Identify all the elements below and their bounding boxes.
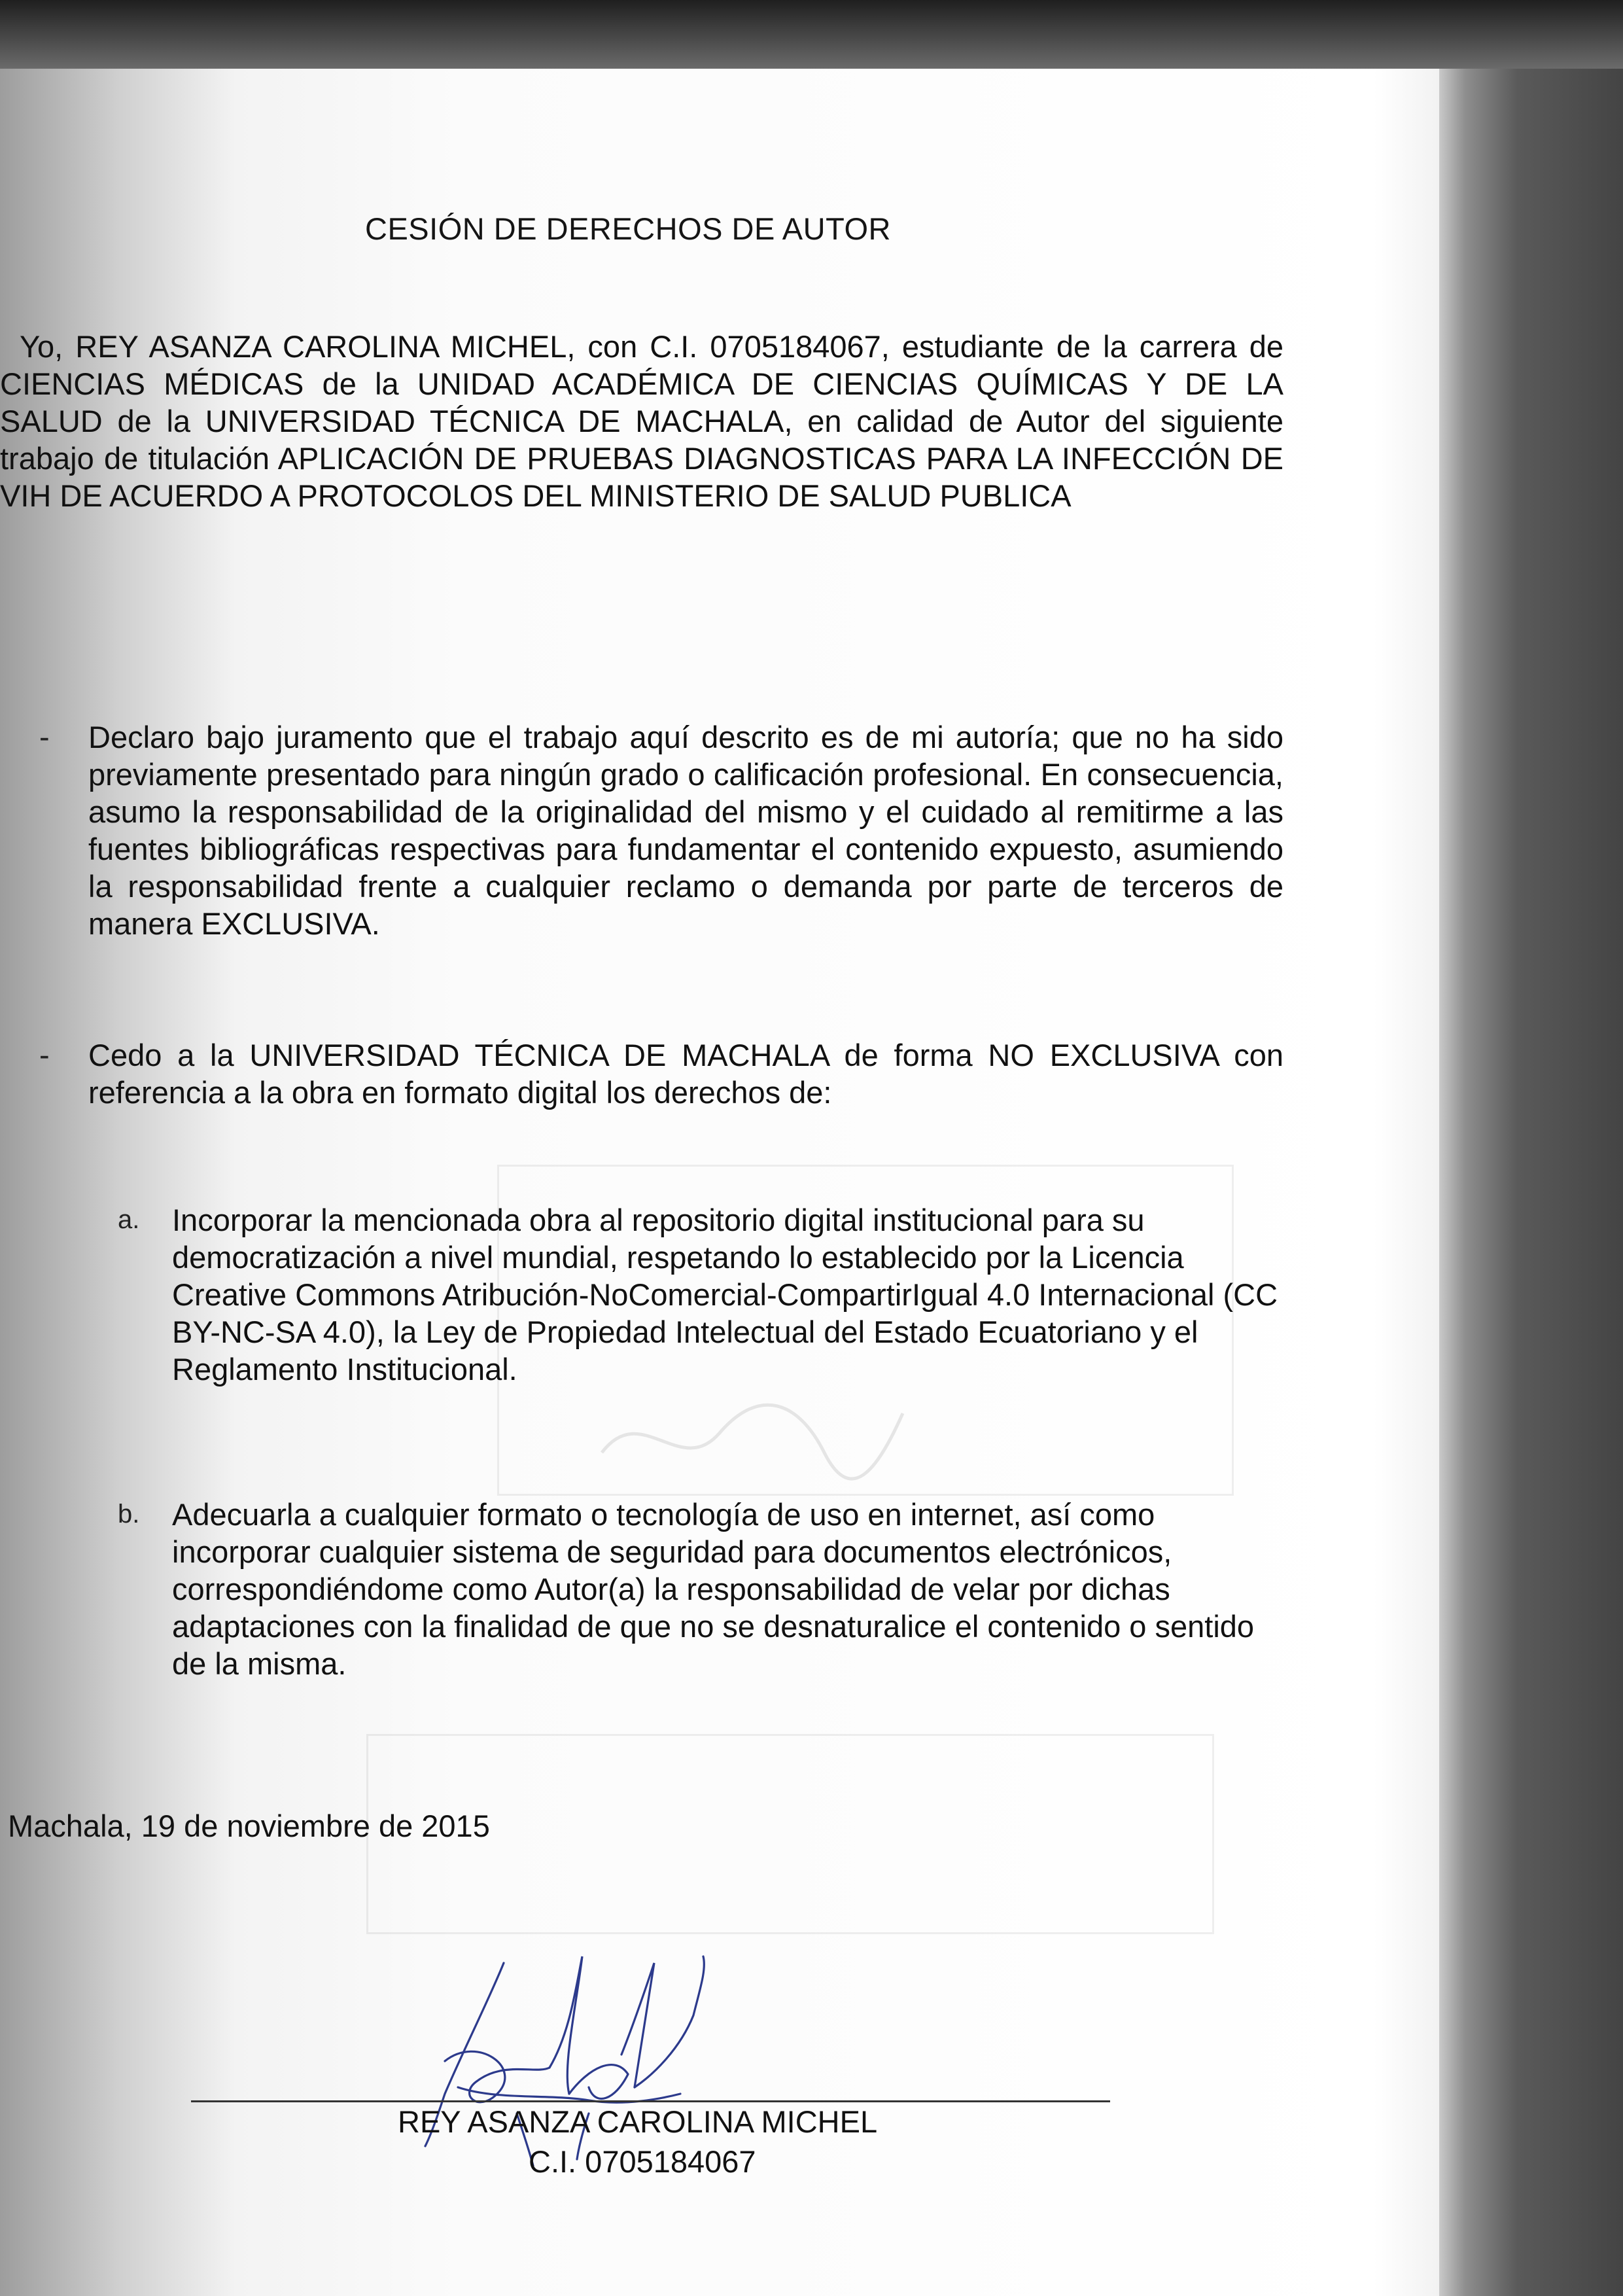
page-right-edge <box>1439 69 1623 2296</box>
intro-paragraph: Yo, REY ASANZA CAROLINA MICHEL, con C.I. 0705184067, estudiante de la carrera de CIENCIAS MÉDICAS de la UNIDAD ACADÉMICA DE CIENCIAS QUÍMICAS Y DE LA SALUD de la UNIVERSIDAD TÉCNICA DE MACHALA, en calidad de Autor del siguiente trabajo de titulación APLICACIÓN DE PRUEBAS DIAGNOSTICAS PARA LA INFECCIÓN DE VIH DE ACUERDO A PROTOCOLOS DEL MINISTERIO DE SALUD PUBLICA <box>0 329 1283 513</box>
show-through-signature <box>589 1374 916 1492</box>
document-title: CESIÓN DE DERECHOS DE AUTOR <box>365 211 891 246</box>
signer-name: REY ASANZA CAROLINA MICHEL <box>398 2104 878 2139</box>
bullet-marker: - <box>39 1037 50 1072</box>
sub-item-a-text: Incorporar la mencionada obra al repositorio digital institucional para su democratización a nivel mundial, respetando lo establecido por la Licencia Creative Commons Atribución-NoComercial-CompartirIgual 4.0 Internacional (CC BY-NC-SA 4.0), la Ley de Propiedad Intelectual del Estado Ecuatoriano y el Reglamento Institucional. <box>172 1203 1278 1386</box>
signer-id: C.I. 0705184067 <box>529 2144 756 2179</box>
signature-line <box>191 2100 1110 2102</box>
declaration-paragraph: Declaro bajo juramento que el trabajo aquí descrito es de mi autoría; que no ha sido previamente presentado para ningún grado o calificación profesional. En consecuencia, asumo la responsabilidad de la originalidad del mismo y el cuidado al remitirme a las fuentes bibliográficas respectivas para fundamentar el contenido expuesto, asumiendo la responsabilidad frente a cualquier reclamo o demanda por parte de terceros de manera EXCLUSIVA. <box>88 720 1283 941</box>
show-through-table-lower <box>366 1734 1214 1934</box>
sub-item-b-text: Adecuarla a cualquier formato o tecnología de uso en internet, así como incorporar cualquier sistema de seguridad para documentos electrónicos, correspondiéndome como Autor(a) la responsabilidad de velar por dichas adaptaciones con la finalidad de que no se desnaturalice el contenido o sentido de la misma. <box>172 1497 1255 1681</box>
sub-item-letter: b. <box>118 1500 140 1528</box>
place-and-date: Machala, 19 de noviembre de 2015 <box>8 1809 490 1843</box>
cession-paragraph: Cedo a la UNIVERSIDAD TÉCNICA DE MACHALA de forma NO EXCLUSIVA con referencia a la obra en formato digital los derechos de: <box>88 1038 1283 1110</box>
sub-item-letter: a. <box>118 1205 140 1234</box>
bullet-marker: - <box>39 719 50 754</box>
scan-top-shadow <box>0 0 1623 72</box>
